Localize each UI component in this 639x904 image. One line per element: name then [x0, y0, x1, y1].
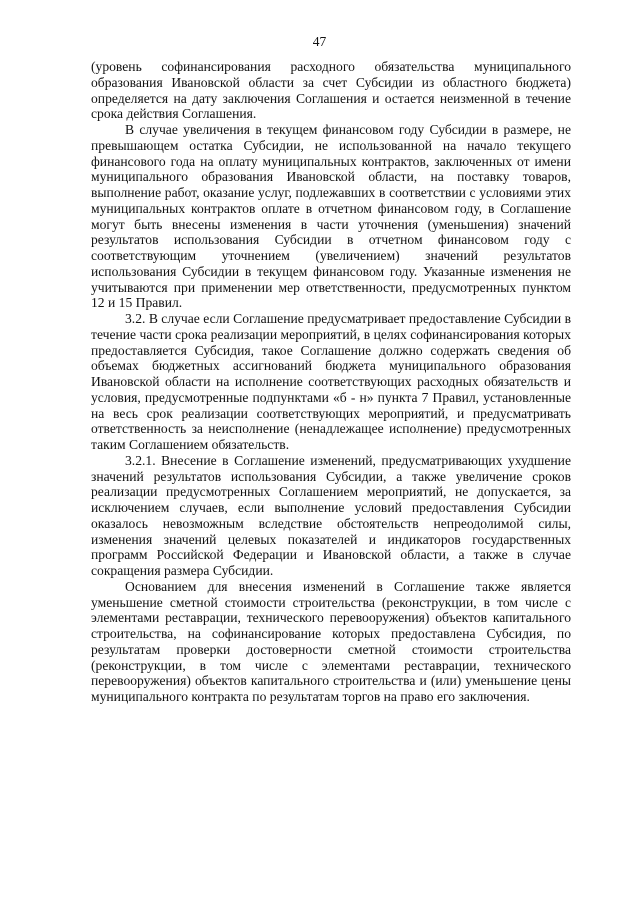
- document-body: [91, 59, 571, 705]
- paragraph-section-3-2-1: 3.2.1. Внесение в Соглашение изменений, предусматривающих ухудшение значений результатов использования Субсидии, а также увеличение сроков реализации предусмотренных Соглашением мероприятий, не допускается, за исключением случаев, если выполнение условий предоставления Субсидии оказалось невозможным вследствие обстоятельств непреодолимой силы, изменения значений целевых показателей и индикаторов государственных программ Российской Федерации и Ивановской области, а также в случае сокращения размера Субсидии.: [91, 452, 571, 578]
- page-number: 47: [312, 34, 327, 49]
- paragraph-cofinancing-level: (уровень софинансирования расходного обязательства муниципального образования Ивановской области за счет Субсидии из областного бюджета) определяется на дату заключения Соглашения и остается неизменной в течение срока действия Соглашения.: [91, 59, 571, 122]
- paragraph-subsidy-increase: В случае увеличения в текущем финансовом году Субсидии в размере, не превышающем остатка Субсидии, не использованной на начало текущего финансового года на оплату муниципальных контрактов, заключенных от имени муниципального образования Ивановской области, на поставку товаров, выполнение работ, оказание услуг, подлежавших в соответствии с условиями этих муниципальных контрактов оплате в отчетном финансовом году, в Соглашение могут быть внесены изменения в части уточнения (уменьшения) значений результатов использования Субсидии в отчетном финансовом году с соответствующим уточнением (увеличением) значений результатов использования Субсидии в текущем финансовом году. Указанные изменения не учитываются при применении мер ответственности, предусмотренных пунктом 12 и 15 Правил.: [91, 122, 571, 311]
- paragraph-section-3-2: 3.2. В случае если Соглашение предусматривает предоставление Субсидии в течение части срока реализации мероприятий, в целях софинансирования которых предоставляется Субсидия, такое Соглашение должно содержать сведения об объемах бюджетных ассигнований бюджета муниципального образования Ивановской области на исполнение соответствующих расходных обязательств и условия, предусмотренные подпунктами «б - н» пункта 7 Правил, установленные на весь срок реализации соответствующих мероприятий, и предусматривать ответственность за неисполнение (ненадлежащее исполнение) предусмотренных таким Соглашением обязательств.: [91, 311, 571, 452]
- paragraph-grounds-for-changes: Основанием для внесения изменений в Соглашение также является уменьшение сметной стоимости строительства (реконструкции, в том числе с элементами реставрации, технического перевооружения) объектов капитального строительства, на софинансирование которых предоставлена Субсидия, по результатам проверки достоверности сметной стоимости строительства (реконструкции, в том числе с элементами реставрации, технического перевооружения) объектов капитального строительства и (или) уменьшение цены муниципального контракта по результатам торгов на право его заключения.: [91, 578, 571, 704]
